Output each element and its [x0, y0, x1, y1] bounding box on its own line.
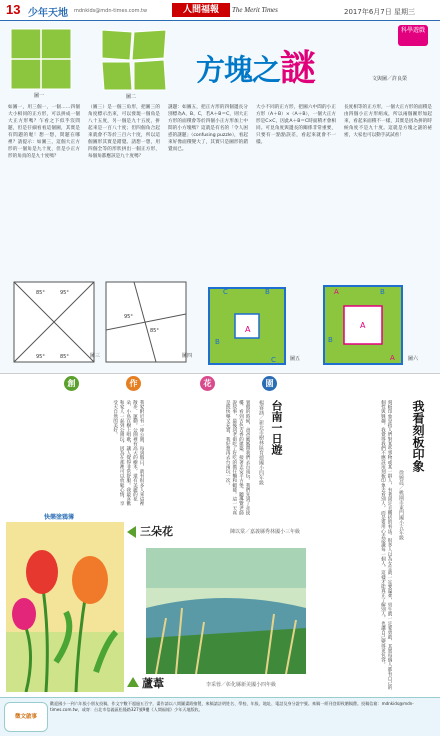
- newspaper-logo: 人間福報: [172, 3, 230, 17]
- science-game-badge: 科學遊戲: [398, 25, 428, 46]
- side-label-b: B: [215, 338, 220, 346]
- article-title-tainan: 台南一日遊: [270, 400, 283, 455]
- figure-6-label: 圖六: [408, 356, 419, 362]
- newspaper-logo-en: The Merit Times: [232, 6, 278, 14]
- article-body-stereotype: 刻板印象是指人們對某些事物或某一群人，有著固定且概括的看法。很多人以為女生就一定要溫柔，男生就一定要勇敢，其實每個人都有自己的個性與興趣。我覺得我們不應該用刻板印象去看別人，而是要用心去認識每一個人，這樣才能真正了解別人，也讓自己變得更包容。: [380, 400, 392, 690]
- puzzle-col-1: 如圖一，用三個一，一個……四個大小相同的正方形，可以拼成一個大正方形嗎？乍看之下似乎沒問題，但是仔細看看這個圖，其實是有問題的喔！想一想，問題在哪裡？請提示：如圖三，這個大正方形的一個角是九十度，但是小正方形的角真的是九十度嗎？: [8, 105, 80, 159]
- article-title-stereotype: 我看刻板印象: [411, 400, 425, 472]
- puzzle-col-3: 謎題：如圖五，把正方形的四個邊長分別標為A、B、C，若A＋B＝C，則大正方形的面積會等於四個小正方形加上中間的小方塊嗎？這就是有名的「令人困惑的謎題」（confusing puzzle），看起來好像面積變大了，其實只是圖形的錯覺而已。: [168, 105, 248, 152]
- puzzle-title-prefix: 方塊之: [196, 53, 281, 87]
- page-number: 13: [6, 2, 21, 17]
- angle-label: 85°: [36, 290, 45, 296]
- figure-4-label: 圖四: [182, 353, 193, 359]
- banner-char-4: 園: [262, 376, 277, 391]
- side-label-c: C: [223, 288, 228, 296]
- flower-painting: [6, 522, 124, 692]
- article-author-stereotype: 徐婉晨／桃園市東門國小五年級: [398, 470, 404, 540]
- side-label-a: A: [390, 354, 395, 362]
- figure-2-squares: [100, 28, 168, 92]
- figure-6-diagram: [320, 282, 406, 368]
- triangle-icon: [127, 677, 139, 687]
- artwork-author-flowers: 陳以棠／嘉義縣秀林國小三年級: [230, 529, 301, 535]
- puzzle-author: 文與圖／許良榮: [372, 76, 408, 82]
- angle-label: 95°: [36, 354, 45, 360]
- figure-5-label: 圖五: [290, 356, 301, 362]
- banner-char-3: 花: [200, 376, 215, 391]
- side-label-b: B: [380, 288, 385, 296]
- reed-painting: [146, 548, 306, 674]
- figure-4-diagram: [104, 280, 188, 364]
- side-label-a: A: [245, 325, 251, 334]
- angle-label: 95°: [124, 314, 133, 320]
- side-label-a: A: [334, 288, 339, 296]
- issue-date: 2017年6月7日 星期三: [344, 8, 415, 16]
- footer-text: 歡迎國小一到六年級小朋友投稿，作文字數不超過五百字，畫作請以八開圖畫紙繪製，來稿請註明姓名、學校、年級、地址、電話及身分證字號。來稿一經刊登即致贈稿費。投稿信箱：mdnkids@mdn-times.com.tw，或寄：台北市信義區松隆路327號9樓《人間福報》少年天地版收。: [50, 701, 414, 713]
- figure-3-diagram: [12, 280, 96, 364]
- puzzle-col-4: 大小不同的正方形，把圖六中間的小正方形（A＋B）×（A＋B），一個大正方形是C×C，因此A＋B＝C時面積才會相同。可見角度與邊長的關係非常重要，只要有一點點誤差，看起來就會不一樣。: [256, 105, 336, 145]
- figure-2-label: 圖二: [126, 94, 137, 100]
- artwork-title-reed: 蘆葦: [142, 677, 164, 690]
- artwork-title-flowers: 三朵花: [140, 525, 173, 538]
- banner-char-1: 創: [64, 376, 79, 391]
- puzzle-title-emph: 謎: [280, 47, 316, 89]
- section-title: 少年天地: [28, 8, 68, 19]
- banner-char-2: 作: [126, 376, 141, 391]
- side-label-b: B: [328, 336, 333, 344]
- triangle-icon: [127, 526, 136, 538]
- side-label-b: B: [265, 288, 270, 296]
- puzzle-col-5: 長度相等的正方形，一個大正方形的面積是由四個小正方形組成，所以兩個圖形加起來，看起來面積不一樣，其實是因為拼的時候角度不是九十度。這就是方塊之謎的祕密，大家也可以動手試試看！: [344, 105, 432, 138]
- puzzle-col-2: （圖三）是一個三角形，把圖三的角度標示出來，可以發現一個角是八十五度，另一個是九十五度，拼起來是一百八十度；但四個角合起來就會不等於三百六十度，所以這個圖形其實是錯覺。請想一想，用四個全等的形狀拼出一個正方形，每個角都應該是九十度嗎？: [88, 105, 160, 159]
- puzzle-title: [196, 40, 315, 91]
- angle-label: 95°: [60, 290, 69, 296]
- side-label-c: C: [271, 356, 276, 364]
- figure-5-diagram: [205, 284, 289, 368]
- doodle-ribbon: 快樂塗鴉簿: [44, 514, 75, 521]
- figure-3-label: 圖三: [90, 353, 101, 359]
- angle-label: 85°: [60, 354, 69, 360]
- contact-email: mdnkids@mdn-times.com.tw: [74, 8, 148, 14]
- side-label-a: A: [360, 321, 366, 330]
- footer-badge: 徵文啟事: [4, 702, 48, 732]
- artwork-author-reed: 李采蓉／彰化縣新美國小四年級: [206, 682, 277, 688]
- article-body-tainan: 暑假的時候，爸爸媽媽帶我們去台南玩。我們先到了赤崁樓，看到古色古香的建築，接著去安平古堡，聽導覽老師說故事，最後到老街吃了好吃的擔仔麵和蝦捲。這一天真是既快樂又充實，我好想再去台南玩一次。: [225, 400, 250, 515]
- angle-label: 85°: [150, 328, 159, 334]
- article-author-tainan: 楊睿涵／新北市樹林區育德國小四年級: [258, 400, 264, 485]
- figure-1-label: 圖一: [34, 93, 45, 99]
- figure-1-squares: [10, 28, 72, 90]
- article-body-left: 我家附近有一座公園，每到假日，就有很多人來這裡散步、運動。公園裡有高大的樹木，還有美麗的花朵，小鳥在樹上唱歌，讓人覺得非常舒服。我最喜歡和家人一起到公園玩，因為在那裡可以放鬆心情，享受大自然的美好。: [112, 400, 144, 506]
